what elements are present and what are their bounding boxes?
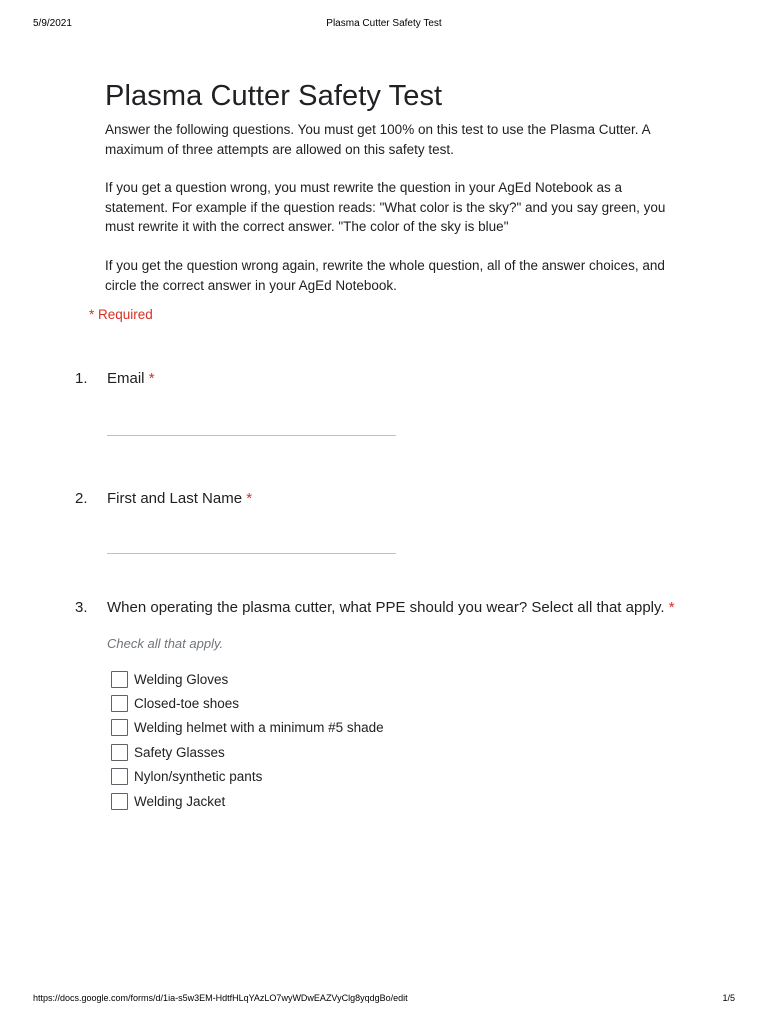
option-label: Closed-toe shoes xyxy=(134,696,240,712)
email-input[interactable] xyxy=(107,435,396,436)
required-asterisk: * xyxy=(668,599,675,616)
question-3-hint: Check all that apply. xyxy=(107,636,224,651)
question-3-title-text: When operating the plasma cutter, what PPE should you wear? Select all that apply. xyxy=(107,599,665,616)
option-label: Safety Glasses xyxy=(134,744,225,760)
question-3-number: 3. xyxy=(75,599,88,616)
question-1-number: 1. xyxy=(75,370,88,387)
name-input[interactable] xyxy=(107,553,396,554)
checkbox[interactable] xyxy=(111,793,128,810)
option-welding-gloves[interactable] xyxy=(111,667,384,691)
question-2-title-text: First and Last Name xyxy=(107,490,243,507)
option-label: Welding Jacket xyxy=(134,793,226,809)
option-label: Welding Gloves xyxy=(134,671,229,687)
print-date: 5/9/2021 xyxy=(33,18,72,29)
question-1-title xyxy=(107,370,155,387)
form-title: Plasma Cutter Safety Test xyxy=(105,80,443,112)
option-closed-toe-shoes[interactable] xyxy=(111,691,384,715)
form-description-paragraph-1: Answer the following questions. You must get 100% on this test to use the Plasma Cutter. A maximum of three attempts are allowed on this safety test. xyxy=(105,122,650,157)
ppe-checkbox-group xyxy=(111,667,384,813)
page-number: 1/5 xyxy=(722,993,735,1003)
form-description-paragraph-2: If you get a question wrong, you must rewrite the question in your AgEd Notebook as a statement. For example if the question reads: "What color is the sky?" and you say green, you must rewrite it with the correct answer. "The color of the sky is blue" xyxy=(105,180,666,234)
checkbox[interactable] xyxy=(111,671,128,688)
option-label: Nylon/synthetic pants xyxy=(134,769,263,785)
option-welding-jacket[interactable] xyxy=(111,789,384,813)
print-url: https://docs.google.com/forms/d/1ia-s5w3EM-HdtfHLqYAzLO7wyWDwEAZVyClg8yqdgBo/edit xyxy=(33,993,408,1003)
form-description-paragraph-3: If you get the question wrong again, rewrite the whole question, all of the answer choices, and circle the correct answer in your AgEd Notebook. xyxy=(105,258,665,293)
print-document-title: Plasma Cutter Safety Test xyxy=(326,18,442,29)
required-asterisk: * xyxy=(148,370,155,387)
required-note: * Required xyxy=(89,307,153,322)
option-label: Welding helmet with a minimum #5 shade xyxy=(134,720,384,736)
question-1-title-text: Email xyxy=(107,370,145,387)
checkbox[interactable] xyxy=(111,768,128,785)
checkbox[interactable] xyxy=(111,695,128,712)
checkbox[interactable] xyxy=(111,719,128,736)
checkbox[interactable] xyxy=(111,744,128,761)
option-nylon-synthetic-pants[interactable] xyxy=(111,765,384,789)
question-3-title xyxy=(107,599,675,616)
print-header xyxy=(0,18,768,32)
option-safety-glasses[interactable] xyxy=(111,740,384,764)
required-asterisk: * xyxy=(246,490,253,507)
question-2-title xyxy=(107,490,252,507)
option-welding-helmet[interactable] xyxy=(111,716,384,740)
print-footer xyxy=(0,993,768,1007)
question-2-number: 2. xyxy=(75,490,88,507)
